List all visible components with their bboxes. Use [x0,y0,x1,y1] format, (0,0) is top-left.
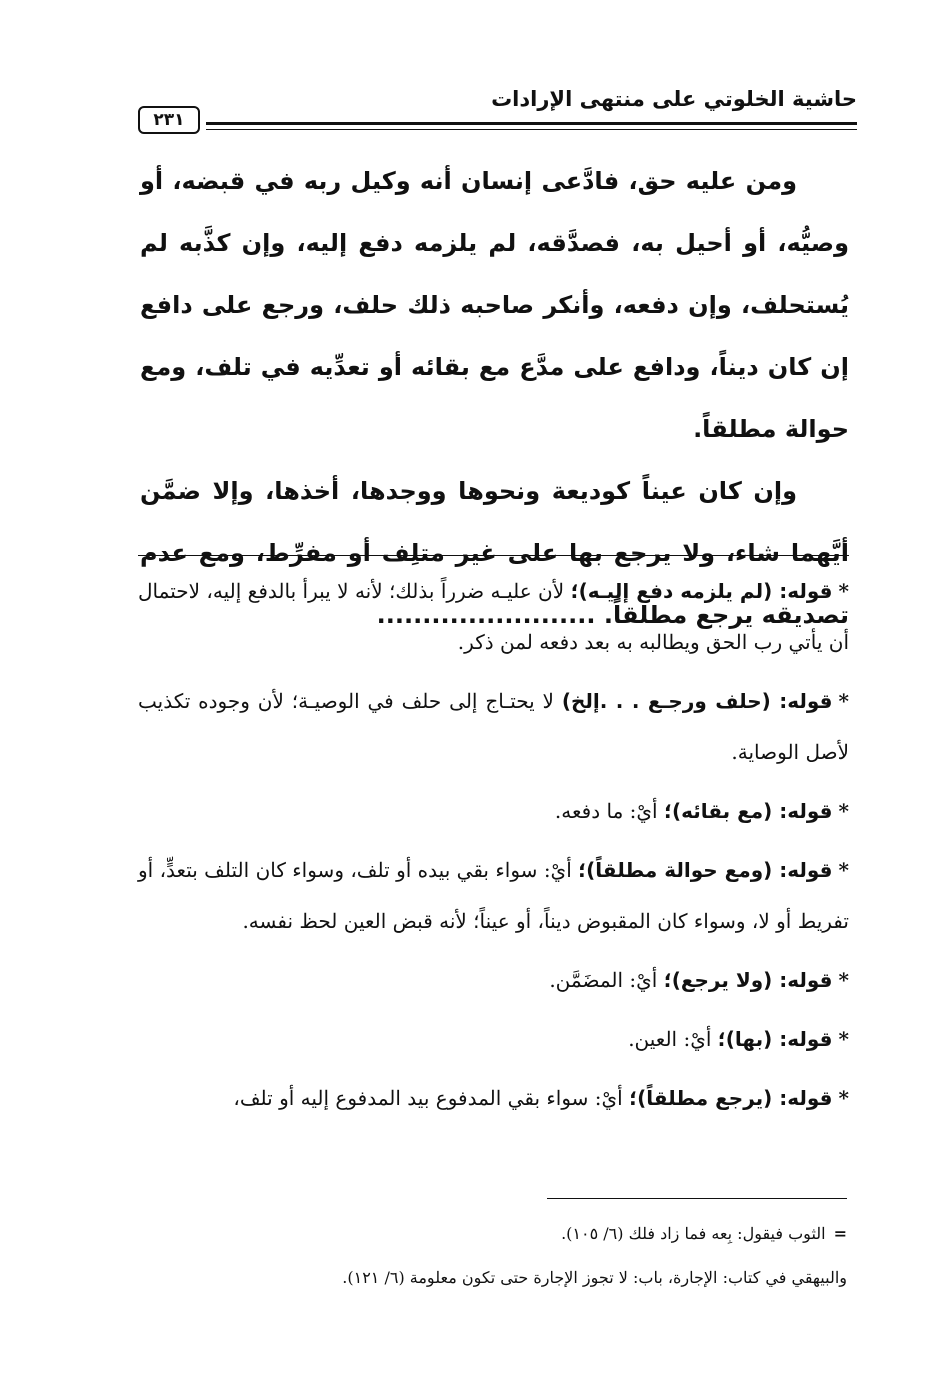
header-rule-thin [206,129,857,130]
note-text: أيْ: ما دفعه. [554,799,664,823]
footnote-line [138,1212,847,1256]
commentary-note [138,786,849,837]
running-title: حاشية الخلوتي على منتهى الإرادات [491,87,857,111]
note-lead: قوله: (ولا يرجع)؛ [663,968,833,992]
main-paragraph-text: وإن كان عيناً كوديعة ونحوها ووجدها، أخذها، وإلا ضمَّن أيَّهما شاء، ولا يرجع بها على غير متلِف أو مفرِّط، ومع عدم تصديقه يرجع مطلقاً. [140,477,849,629]
commentary-note [138,955,849,1006]
footnote-line [138,1256,847,1300]
star-bullet: * [838,689,849,713]
star-bullet: * [838,1086,849,1110]
footnote-rule [547,1198,847,1199]
page-number: ٢٣١ [138,106,200,134]
footnotes [138,1212,847,1300]
note-lead: قوله: (يرجع مطلقاً)؛ [629,1086,833,1110]
note-text: أيْ: العين. [628,1027,718,1051]
footnote-text: والبيهقي في كتاب: الإجارة، باب: لا تجوز الإجارة حتى تكون معلومة (٦/ ١٢١). [342,1268,847,1287]
note-text: لأن عليـه ضرراً بذلك؛ لأنه لا يبرأ بالدفع إليه، لاحتمال أن يأتي رب الحق ويطالبه به بعد دفعه لمن ذكر. [138,579,849,654]
text-separator [138,555,849,556]
star-bullet: * [838,968,849,992]
commentary-note [138,1014,849,1065]
star-bullet: * [838,579,849,603]
note-lead: قوله: (ومع حوالة مطلقاً)؛ [578,858,833,882]
header-rule [206,122,857,125]
commentary-note [138,566,849,668]
dot-leader: ........................ [376,601,596,629]
star-bullet: * [838,858,849,882]
note-lead: قوله: (لم يلزمه دفع إليـه)؛ [570,579,833,603]
commentary-note [138,845,849,947]
main-paragraph-text: ومن عليه حق، فادَّعى إنسان أنه وكيل ربه في قبضه، أو وصيُّه، أو أحيل به، فصدَّقه، لم يلزمه دفع إليه، وإن كذَّبه لم يُستحلف، وإن دفعه، وأنكر صاحبه ذلك حلف، ورجع على دافع إن كان ديناً، ودافع على مدَّع مع بقائه أو تعدِّيه في تلف، ومع حوالة مطلقاً. [140,167,849,443]
note-lead: قوله: (حلف ورجـع . . .إلخ) [561,689,833,713]
star-bullet: * [838,1027,849,1051]
note-lead: قوله: (بها)؛ [717,1027,833,1051]
main-paragraph [140,150,849,460]
note-text: أيْ: سواء بقي بيده أو تلف، وسواء كان التلف بتعدٍّ، أو تفريط أو لا، وسواء كان المقبوض ديناً، أو عيناً؛ لأنه قبض العين لحظ نفسه. [138,858,849,933]
continuation-mark: = [833,1224,847,1243]
note-text: أيْ: المضَمَّن. [549,968,664,992]
note-text: لا يحتـاج إلى حلف في الوصيـة؛ لأن وجوده تكذيب لأصل الوصاية. [138,689,849,764]
note-text: أيْ: سواء بقي المدفوع بيد المدفوع إليه أو تلف، [233,1086,630,1110]
footnote-text: الثوب فيقول: بِعه فما زاد فلك (٦/ ١٠٥). [561,1224,826,1243]
commentary [138,566,849,1132]
star-bullet: * [838,799,849,823]
note-lead: قوله: (مع بقائه)؛ [663,799,833,823]
commentary-note [138,676,849,778]
commentary-note [138,1073,849,1124]
page-header [138,84,857,134]
